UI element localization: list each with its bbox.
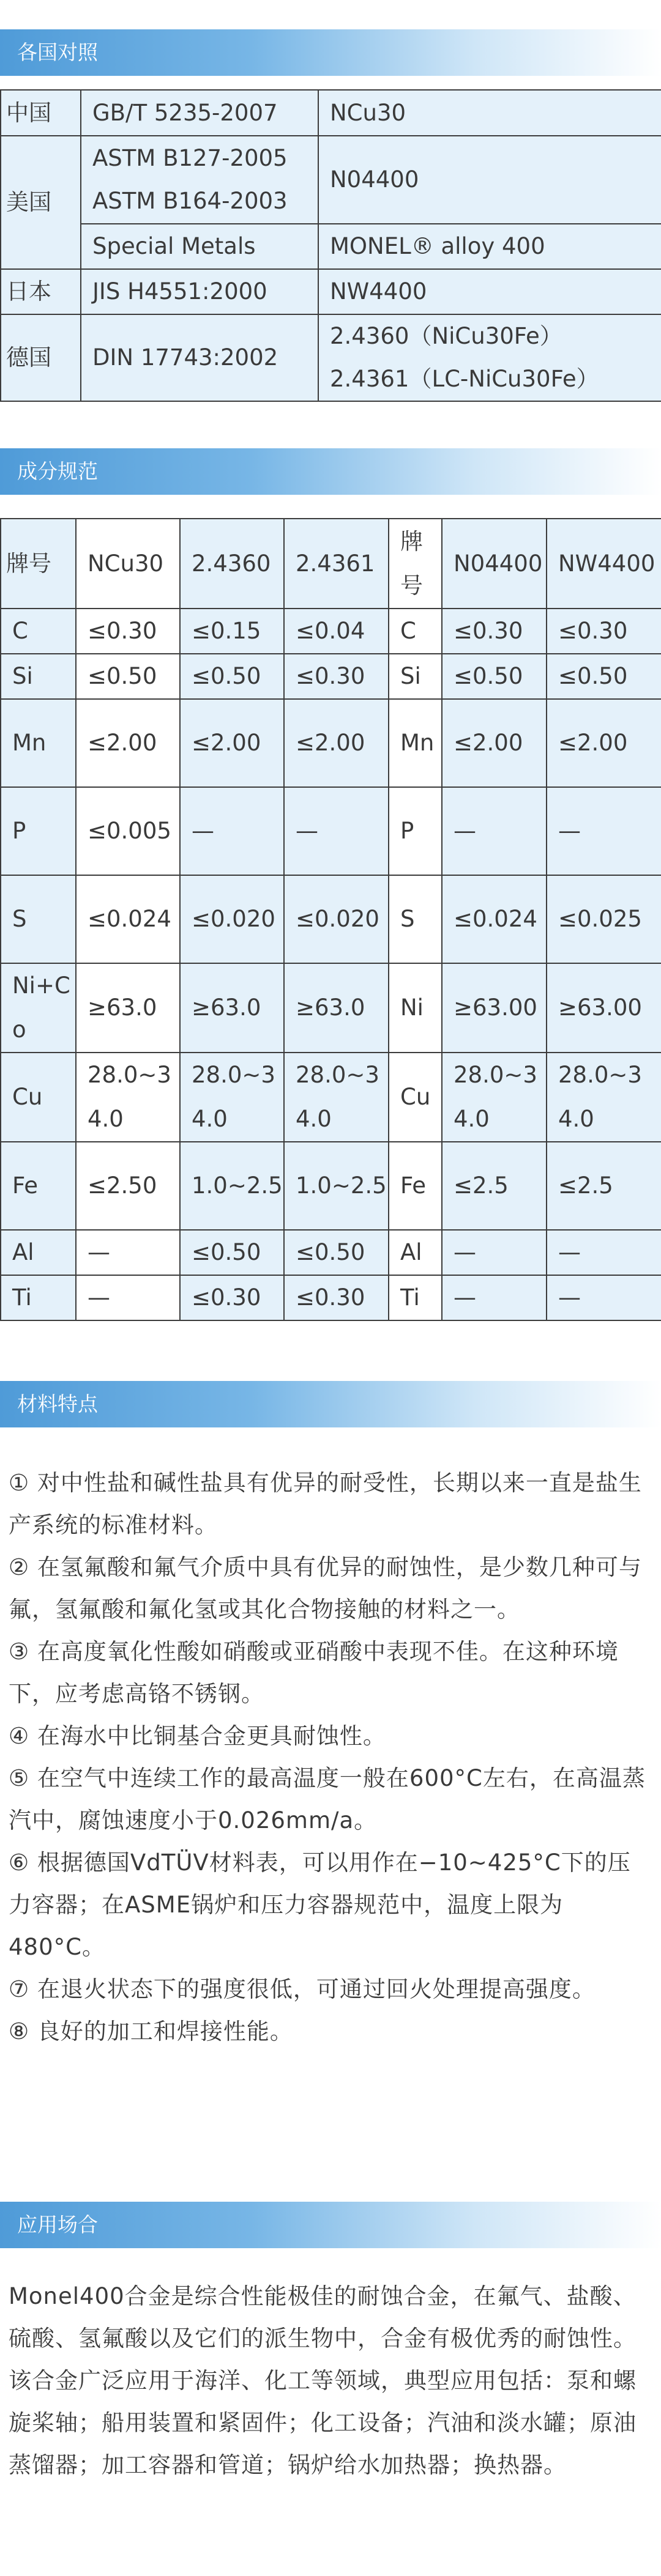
grade-cell: NW4400	[318, 269, 661, 314]
header-cell: 牌号	[1, 519, 76, 609]
value-cell: 28.0~34.0	[180, 1053, 284, 1142]
standard-cell: DIN 17743:2002	[81, 314, 318, 401]
header-cell: N04400	[442, 519, 547, 609]
value-cell: —	[76, 1230, 180, 1275]
section-header-comparison	[0, 29, 661, 76]
value-cell: —	[547, 787, 661, 875]
table-row	[1, 1230, 661, 1275]
value-cell: ≤0.50	[180, 1230, 284, 1275]
table-row	[1, 1275, 661, 1320]
table-row	[1, 963, 661, 1053]
value-cell: ≤0.005	[76, 787, 180, 875]
value-cell: ≤0.15	[180, 609, 284, 654]
value-cell: ≤0.020	[284, 875, 389, 963]
grade-cell: N04400	[318, 136, 661, 224]
value-cell: ≤0.30	[547, 609, 661, 654]
value-cell: ≤0.30	[76, 609, 180, 654]
standard-cell: GB/T 5235-2007	[81, 90, 318, 136]
section-header-composition	[0, 448, 661, 495]
value-cell: ≤0.024	[442, 875, 547, 963]
element-cell: Cu	[389, 1053, 442, 1142]
element-cell: P	[1, 787, 76, 875]
value-cell: ≤0.30	[284, 1275, 389, 1320]
element-cell: S	[389, 875, 442, 963]
element-cell: Ni	[389, 963, 442, 1053]
element-cell: S	[1, 875, 76, 963]
value-cell: 28.0~34.0	[442, 1053, 547, 1142]
table-row	[1, 136, 661, 224]
element-cell: Fe	[389, 1142, 442, 1230]
value-cell: ≤0.30	[284, 654, 389, 699]
element-cell: Al	[389, 1230, 442, 1275]
value-cell: —	[180, 787, 284, 875]
country-cell: 中国	[1, 90, 81, 136]
feature-item: ③ 在高度氧化性酸如硝酸或亚硝酸中表现不佳。在这种环境下，应考虑高铬不锈钢。	[9, 1638, 619, 1707]
grade-cell: NCu30	[318, 90, 661, 136]
table-row	[1, 1142, 661, 1230]
table-row	[1, 609, 661, 654]
standard-cell: ASTM B127-2005 ASTM B164-2003	[81, 136, 318, 224]
country-cell: 德国	[1, 314, 81, 401]
table-header-row	[1, 519, 661, 609]
section-title: 应用场合	[17, 2213, 98, 2237]
table-row	[1, 224, 661, 269]
element-cell: C	[389, 609, 442, 654]
section-title: 材料特点	[17, 1392, 98, 1416]
applications-text	[9, 2275, 652, 2486]
element-cell: Ti	[1, 1275, 76, 1320]
value-cell: —	[442, 1275, 547, 1320]
feature-item: ② 在氢氟酸和氟气介质中具有优异的耐蚀性，是少数几种可与氟，氢氟酸和氟化氢或其化合物接触的材料之一。	[9, 1554, 642, 1623]
section-title: 成分规范	[17, 459, 98, 483]
country-cell: 日本	[1, 269, 81, 314]
section-header-features	[0, 1381, 661, 1427]
element-cell: Mn	[389, 699, 442, 787]
table-row	[1, 654, 661, 699]
applications-paragraph: Monel400合金是综合性能极佳的耐蚀合金，在氟气、盐酸、硫酸、氢氟酸以及它们的派生物中，合金有极优秀的耐蚀性。该合金广泛应用于海洋、化工等领域，典型应用包括：泵和螺旋桨轴；船用装置和紧固件；化工设备；汽油和淡水罐；原油蒸馏器；加工容器和管道；锅炉给水加热器；换热器。	[9, 2283, 637, 2478]
standard-cell: JIS H4551:2000	[81, 269, 318, 314]
header-cell: 牌号	[389, 519, 442, 609]
value-cell: ≤0.50	[180, 654, 284, 699]
header-cell: 2.4361	[284, 519, 389, 609]
value-cell: 28.0~34.0	[76, 1053, 180, 1142]
value-cell: ≤2.5	[547, 1142, 661, 1230]
standard-cell: Special Metals	[81, 224, 318, 269]
value-cell: ≥63.0	[76, 963, 180, 1053]
value-cell: ≤0.024	[76, 875, 180, 963]
value-cell: ≤0.50	[284, 1230, 389, 1275]
element-cell: Cu	[1, 1053, 76, 1142]
feature-item: ⑥ 根据德国VdTÜV材料表，可以用作在−10~425°C下的压力容器；在ASME锅炉和压力容器规范中，温度上限为480°C。	[9, 1849, 631, 1960]
value-cell: ≤2.00	[76, 699, 180, 787]
feature-item: ① 对中性盐和碱性盐具有优异的耐受性，长期以来一直是盐生产系统的标准材料。	[9, 1470, 642, 1538]
value-cell: ≤2.00	[284, 699, 389, 787]
value-cell: ≥63.0	[180, 963, 284, 1053]
header-cell: 2.4360	[180, 519, 284, 609]
table-row	[1, 314, 661, 401]
value-cell: ≤0.025	[547, 875, 661, 963]
element-cell: Ni+Co	[1, 963, 76, 1053]
element-cell: Fe	[1, 1142, 76, 1230]
table-row	[1, 1053, 661, 1142]
table-row	[1, 787, 661, 875]
value-cell: ≤0.30	[180, 1275, 284, 1320]
value-cell: 28.0~34.0	[547, 1053, 661, 1142]
country-cell: 美国	[1, 136, 81, 269]
element-cell: Mn	[1, 699, 76, 787]
value-cell: ≤0.020	[180, 875, 284, 963]
value-cell: —	[547, 1230, 661, 1275]
value-cell: ≤0.50	[76, 654, 180, 699]
value-cell: —	[442, 1230, 547, 1275]
value-cell: ≤2.5	[442, 1142, 547, 1230]
value-cell: 28.0~34.0	[284, 1053, 389, 1142]
value-cell: —	[547, 1275, 661, 1320]
value-cell: ≤0.04	[284, 609, 389, 654]
header-cell: NW4400	[547, 519, 661, 609]
grade-cell: 2.4360（NiCu30Fe） 2.4361（LC-NiCu30Fe）	[318, 314, 661, 401]
element-cell: C	[1, 609, 76, 654]
feature-item: ⑧ 良好的加工和焊接性能。	[9, 2018, 293, 2045]
value-cell: ≤2.00	[442, 699, 547, 787]
grade-cell: MONEL® alloy 400	[318, 224, 661, 269]
value-cell: ≤2.00	[180, 699, 284, 787]
element-cell: Ti	[389, 1275, 442, 1320]
value-cell: ≥63.00	[442, 963, 547, 1053]
value-cell: 1.0~2.5	[180, 1142, 284, 1230]
value-cell: —	[76, 1275, 180, 1320]
value-cell: 1.0~2.5	[284, 1142, 389, 1230]
table-row	[1, 875, 661, 963]
element-cell: P	[389, 787, 442, 875]
value-cell: ≤0.50	[547, 654, 661, 699]
value-cell: ≤2.00	[547, 699, 661, 787]
feature-item: ⑦ 在退火状态下的强度很低，可通过回火处理提高强度。	[9, 1976, 596, 2002]
value-cell: ≤0.50	[442, 654, 547, 699]
value-cell: —	[284, 787, 389, 875]
value-cell: —	[442, 787, 547, 875]
feature-item: ⑤ 在空气中连续工作的最高温度一般在600°C左右，在高温蒸汽中，腐蚀速度小于0.026mm/a。	[9, 1765, 646, 1834]
comparison-table	[0, 89, 661, 402]
header-cell: NCu30	[76, 519, 180, 609]
features-list	[9, 1462, 652, 2052]
table-row	[1, 269, 661, 314]
section-header-applications	[0, 2202, 661, 2248]
section-title: 各国对照	[17, 40, 98, 64]
value-cell: ≥63.00	[547, 963, 661, 1053]
table-row	[1, 699, 661, 787]
element-cell: Si	[389, 654, 442, 699]
table-row	[1, 90, 661, 136]
value-cell: ≤2.50	[76, 1142, 180, 1230]
value-cell: ≤0.30	[442, 609, 547, 654]
element-cell: Si	[1, 654, 76, 699]
feature-item: ④ 在海水中比铜基合金更具耐蚀性。	[9, 1723, 386, 1749]
element-cell: Al	[1, 1230, 76, 1275]
composition-table	[0, 518, 661, 1321]
value-cell: ≥63.0	[284, 963, 389, 1053]
